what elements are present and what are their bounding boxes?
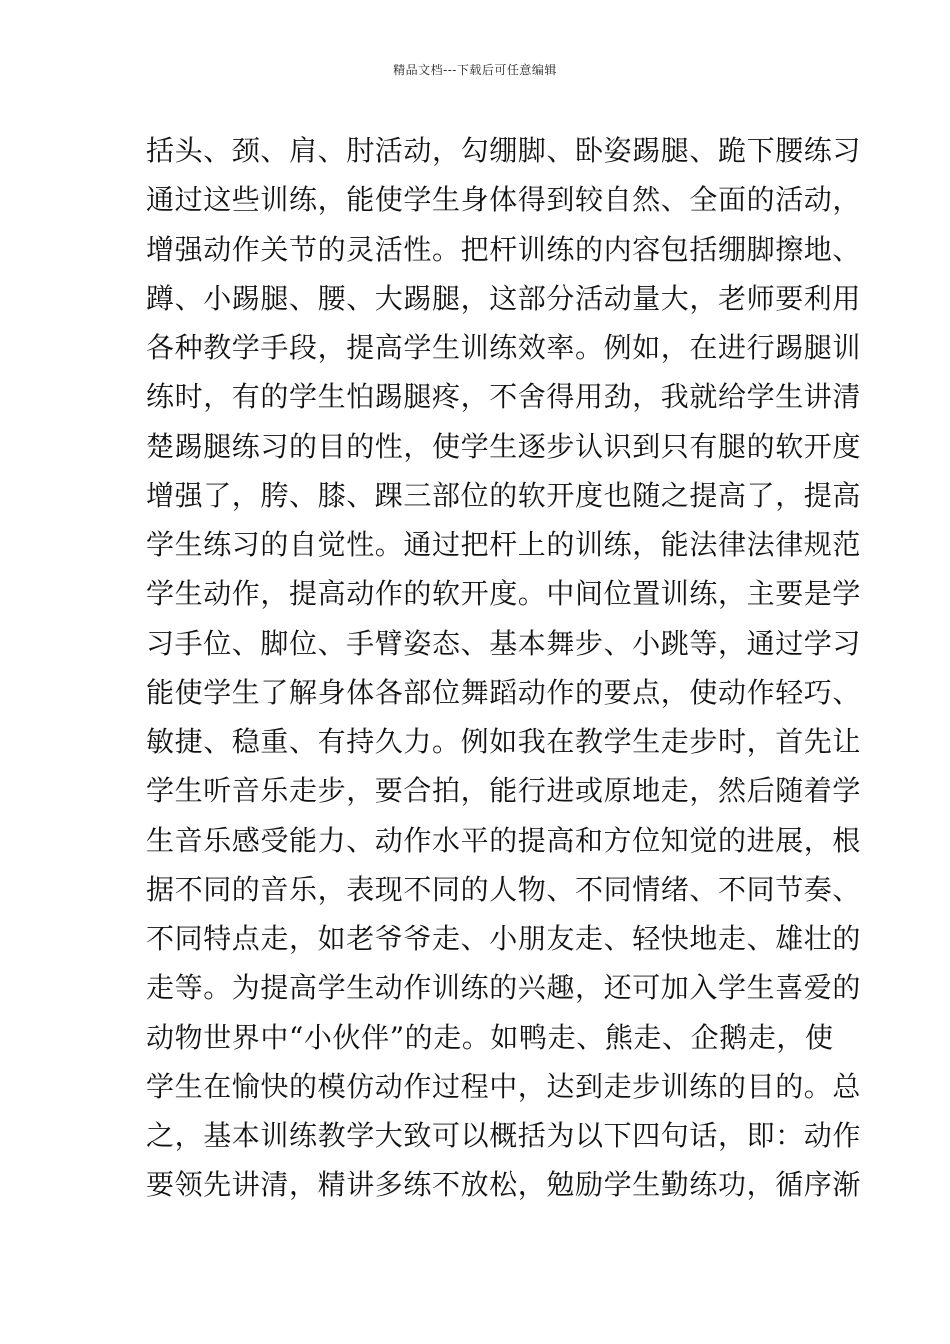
page-header: 精品文档---下载后可任意编辑 — [393, 63, 557, 77]
body-text — [146, 126, 862, 1210]
text-line: 动物世界中“小伙伴”的走。如鸭走、熊走、企鹅走，使 — [146, 1020, 834, 1054]
text-line: 练时，有的学生怕踢腿疼，不舍得用劲，我就给学生讲清 — [146, 380, 862, 414]
text-line: 生音乐感受能力、动作水平的提高和方位知觉的进展，根 — [146, 823, 862, 857]
text-line: 增强了，胯、膝、踝三部位的软开度也随之提高了，提高 — [146, 478, 862, 512]
text-line: 据不同的音乐，表现不同的人物、不同情绪、不同节奏、 — [146, 872, 862, 906]
text-line: 学生听音乐走步，要合拍，能行进或原地走，然后随着学 — [146, 774, 862, 808]
text-line: 增强动作关节的灵活性。把杆训练的内容包括绷脚擦地、 — [146, 232, 862, 266]
text-line: 蹲、小踢腿、腰、大踢腿，这部分活动量大，老师要利用 — [146, 281, 862, 315]
text-line: 学生练习的自觉性。通过把杆上的训练，能法律法律规范 — [146, 528, 862, 561]
text-line: 学生在愉快的模仿动作过程中，达到走步训练的目的。总 — [146, 1069, 862, 1103]
text-line: 楚踢腿练习的目的性，使学生逐步认识到只有腿的软开度 — [146, 429, 862, 463]
text-line: 习手位、脚位、手臂姿态、基本舞步、小跳等，通过学习 — [146, 626, 862, 660]
text-line: 能使学生了解身体各部位舞蹈动作的要点，使动作轻巧、 — [146, 675, 862, 709]
text-line: 走等。为提高学生动作训练的兴趣，还可加入学生喜爱的 — [146, 971, 862, 1005]
text-line: 不同特点走，如老爷爷走、小朋友走、轻快地走、雄壮的 — [146, 922, 862, 955]
text-line: 之，基本训练教学大致可以概括为以下四句话，即：动作 — [146, 1119, 862, 1152]
text-line: 各种教学手段，提高学生训练效率。例如，在进行踢腿训 — [146, 331, 862, 364]
text-line: 通过这些训练，能使学生身体得到较自然、全面的活动， — [146, 183, 862, 217]
text-line: 括头、颈、肩、肘活动，勾绷脚、卧姿踢腿、跪下腰练习 — [146, 134, 862, 167]
text-line: 学生动作，提高动作的软开度。中间位置训练，主要是学 — [146, 577, 862, 611]
text-line: 敏捷、稳重、有持久力。例如我在教学生走步时，首先让 — [146, 725, 862, 758]
text-line: 要领先讲清，精讲多练不放松，勉励学生勤练功，循序渐 — [146, 1168, 862, 1202]
